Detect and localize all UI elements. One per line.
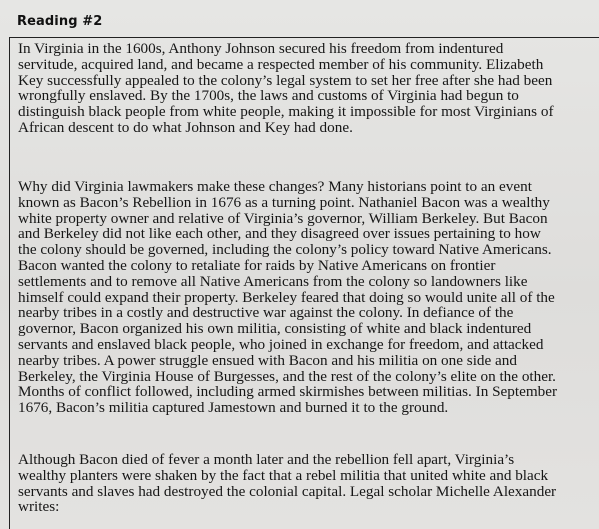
reading-heading: Reading #2	[17, 14, 103, 29]
paragraph-2: Why did Virginia lawmakers make these changes? Many historians point to an event known as Bacon’s Rebellion in 1676 as a turning point. Nathaniel Bacon was a wealthy white property owner and relative of Virginia’s governor, William Berkeley. But Bacon and Berkeley did not like each other, and they disagreed over issues pertaining to how the colony should be governed, including the colony’s policy toward Native Americans. Bacon wanted the colony to retaliate for raids by Native Americans on frontier settlements and to remove all Native Americans from the colony so landowners like himself could expand their property. Berkeley feared that doing so would unite all of the nearby tribes in a costly and destructive war against the colony. In defiance of the governor, Bacon organized his own militia, consisting of white and black indentured servants and enslaved black people, who joined in exchange for freedom, and attacked nearby tribes. A power struggle ensued with Bacon and his militia on one side and Berkeley, the Virginia House of Burgesses, and the rest of the colony’s elite on the other. Months of conflict followed, including armed skirmishes between militias. In September 1676, Bacon’s militia captured Jamestown and burned it to the ground.	[18, 178, 558, 417]
paragraph-1: In Virginia in the 1600s, Anthony Johnson secured his freedom from indentured servitude, acquired land, and became a respected member of his community. Elizabeth Key successfully appealed to the colony’s legal system to set her free after she had been wrongfully enslaved. By the 1700s, the laws and customs of Virginia had begun to distinguish black people from white people, making it impossible for most Virginians of African descent to do what Johnson and Key had done.	[18, 40, 554, 136]
paragraph-3: Although Bacon died of fever a month later and the rebellion fell apart, Virginia’s wealthy planters were shaken by the fact that a rebel militia that united white and black servants and slaves had destroyed the colonial capital. Legal scholar Michelle Alexander writes:	[18, 451, 557, 516]
